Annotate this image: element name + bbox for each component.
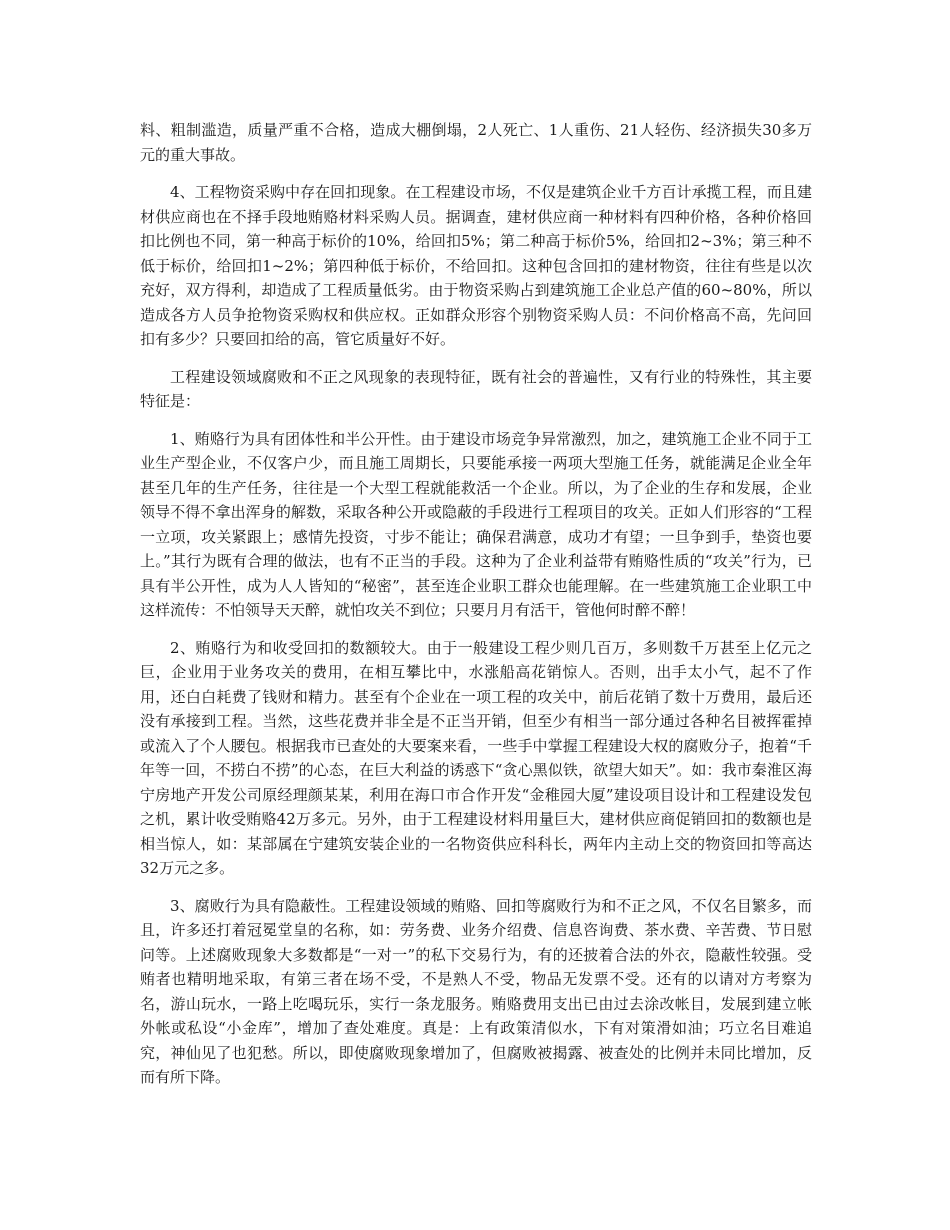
paragraph-concealment: 3、腐败行为具有隐蔽性。工程建设领域的贿赂、回扣等腐败行为和不正之风，不仅名目繁多，而且，许多还打着冠冕堂皇的名称，如：劳务费、业务介绍费、信息咨询费、茶水费、辛苦费、节日慰问等。上述腐败现象大多数都是“一对一”的私下交易行为，有的还披着合法的外衣，隐蔽性较强。受贿者也精明地采取，有第三者在场不受，不是熟人不受，物品无发票不受。还有的以请对方考察为名，游山玩水，一路上吃喝玩乐，实行一条龙服务。贿赂费用支出已由过去涂改帐目，发展到建立帐外帐或私设“小金库”，增加了查处难度。真是：上有政策清似水，下有对策滑如油；巧立名目难追究，神仙见了也犯愁。所以，即使腐败现象增加了，但腐败被揭露、被查处的比例并未同比增加，反而有所下降。 [140,896,812,1086]
paragraph-characteristics-intro: 工程建设领域腐败和不正之风现象的表现特征，既有社会的普遍性，又有行业的特殊性，其主要特征是： [140,367,812,410]
paragraph-large-amounts: 2、贿赂行为和收受回扣的数额较大。由于一般建设工程少则几百万，多则数千万甚至上亿元之巨，企业用于业务攻关的费用，在相互攀比中，水涨船高花销惊人。否则，出手太小气，起不了作用，还白白耗费了钱财和精力。甚至有个企业在一项工程的攻关中，前后花销了数十万费用，最后还没有承接到工程。当然，这些花费并非全是不正当开销，但至少有相当一部分通过各种名目被挥霍掉或流入了个人腰包。根据我市已查处的大要案来看，一些手中掌握工程建设大权的腐败分子，抱着“千年等一回，不捞白不捞”的心态，在巨大利益的诱惑下“贪心黑似铁，欲望大如天”。如：我市秦淮区海宁房地产开发公司原经理颜某某，利用在海口市合作开发“金稚园大厦”建设项目设计和工程建设发包之机，累计收受贿赂42万多元。另外，由于工程建设材料用量巨大，建材供应商促销回扣的数额也是相当惊人，如：某部属在宁建筑安装企业的一名物资供应科科长，两年内主动上交的物资回扣等高达32万元之多。 [140,638,812,877]
paragraph-material-rebates: 4、工程物资采购中存在回扣现象。在工程建设市场，不仅是建筑企业千方百计承揽工程，而且建材供应商也在不择手段地贿赂材料采购人员。据调查，建材供应商一种材料有四种价格，各种价格回扣比例也不同，第一种高于标价的10%，给回扣5%；第二种高于标价5%，给回扣2~3%；第三种不低于标价，给回扣1~2%；第四种低于标价，不给回扣。这种包含回扣的建材物资，往往有些是以次充好，双方得利，却造成了工程质量低劣。由于物资采购占到建筑施工企业总产值的60~80%，所以造成各方人员争抢物资采购权和供应权。正如群众形容个别物资采购人员：不问价格高不高，先问回扣有多少？只要回扣给的高，管它质量好不好。 [140,183,812,348]
document-body [140,118,812,1103]
paragraph-continued: 料、粗制滥造，质量严重不合格，造成大棚倒塌，2人死亡、1人重伤、21人轻伤、经济损失30多万元的重大事故。 [140,121,812,164]
paragraph-group-semi-public: 1、贿赂行为具有团体性和半公开性。由于建设市场竞争异常激烈，加之，建筑施工企业不同于工业生产型企业，不仅客户少，而且施工周期长，只要能承接一两项大型施工任务，就能满足企业全年甚至几年的生产任务，往往是一个大型工程就能救活一个企业。所以，为了企业的生存和发展，企业领导不得不拿出浑身的解数，采取各种公开或隐蔽的手段进行工程项目的攻关。正如人们形容的“工程一立项，攻关紧跟上；感情先投资，寸步不能让；确保君满意，成功才有望；一旦争到手，垫资也要上。”其行为既有合理的做法，也有不正当的手段。这种为了企业利益带有贿赂性质的“攻关”行为，已具有半公开性，成为人人皆知的“秘密”，甚至连企业职工群众也能理解。在一些建筑施工企业职工中这样流传：不怕领导天天醉，就怕攻关不到位；只要月月有活干，管他何时醉不醉！ [140,429,812,619]
